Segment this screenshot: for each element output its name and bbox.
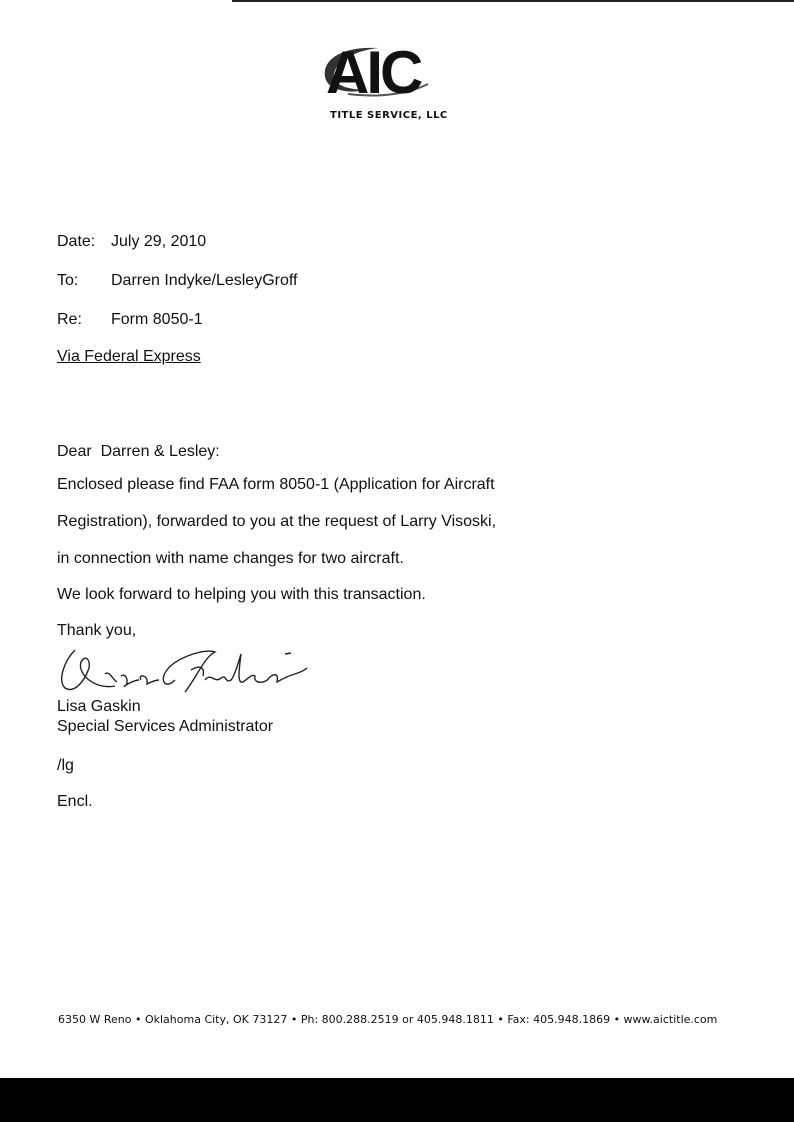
re-label: Re:	[57, 311, 82, 328]
typist-initials: /lg	[57, 757, 74, 774]
to-value: Darren Indyke/LesleyGroff	[111, 272, 298, 289]
signer-title: Special Services Administrator	[57, 718, 274, 735]
body-line: Registration), forwarded to you at the request of Larry Visoski,	[57, 513, 497, 530]
handwritten-signature	[55, 640, 335, 694]
signer-name: Lisa Gaskin	[57, 698, 141, 715]
closing: Thank you,	[57, 622, 137, 639]
to-label: To:	[57, 272, 79, 289]
body-line: We look forward to helping you with this transaction.	[57, 586, 426, 603]
to-line	[57, 272, 297, 290]
company-logo	[318, 40, 488, 130]
date-label: Date:	[57, 233, 96, 250]
logo-subtitle: TITLE SERVICE, LLC	[330, 110, 448, 121]
body-line: Enclosed please find FAA form 8050-1 (Application for Aircraft	[57, 476, 495, 493]
delivery-method: Via Federal Express	[57, 348, 201, 365]
scan-bottom-bar	[0, 1078, 794, 1122]
logo-text: AIC	[326, 39, 421, 106]
footer-contact: 6350 W Reno • Oklahoma City, OK 73127 • Ph: 800.288.2519 or 405.948.1811 • Fax: 405.948.1869 • www.aictitle.com	[58, 1013, 718, 1026]
date-value: July 29, 2010	[111, 233, 207, 250]
date-line	[57, 233, 206, 251]
re-value: Form 8050-1	[111, 311, 203, 328]
body-line: in connection with name changes for two aircraft.	[57, 550, 404, 567]
salutation: Dear Darren & Lesley:	[57, 443, 220, 460]
scan-top-line	[232, 0, 794, 2]
enclosure-note: Encl.	[57, 793, 93, 810]
re-line	[57, 311, 203, 329]
